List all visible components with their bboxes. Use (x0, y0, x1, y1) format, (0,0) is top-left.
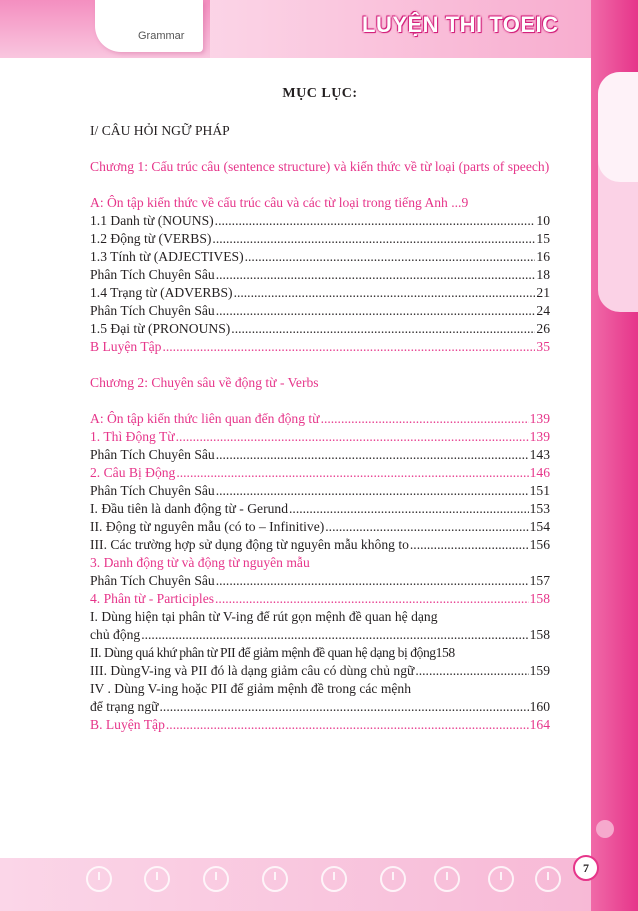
toc-entry[interactable]: 4. Phân từ - Participles ..... 158 (90, 590, 550, 608)
toc-entry-label: 1.5 Đại từ (PRONOUNS) (90, 321, 231, 336)
toc-entry-label: III. Các trường hợp sử dụng động từ nguyên mẫu không to (90, 537, 409, 552)
toc-entry-label: Phân Tích Chuyên Sâu (90, 267, 215, 282)
grammar-tab (95, 0, 203, 52)
toc-entry[interactable]: III. DùngV-ing và PII đó là dạng giảm câu có dùng chủ ngữ ..... 159 (90, 662, 550, 680)
toc-entry-page: 154 (529, 519, 550, 534)
part-heading: I/ CÂU HỎI NGỮ PHÁP (90, 123, 230, 138)
alarm-clock-icon (203, 866, 229, 892)
toc-entry-page: 18 (536, 267, 550, 282)
toc-entry-page: 139 (529, 411, 550, 426)
page-number: 7 (573, 855, 599, 881)
toc-entry[interactable]: II. Dùng quá khứ phân từ PII để giảm mệnh đề quan hệ dạng bị động 158 (90, 645, 455, 660)
toc-entry-label: Phân Tích Chuyên Sâu (90, 303, 215, 318)
alarm-clock-icon (380, 866, 406, 892)
toc-entry[interactable] (90, 482, 550, 500)
toc-entry-label: 1.2 Động từ (VERBS) (90, 231, 212, 246)
toc-entry-label: 2. Câu Bị Động (90, 465, 176, 480)
toc-entry-heading: 3. Danh động từ và động từ nguyên mẫu (90, 555, 310, 570)
toc-entry-label: B Luyện Tập (90, 339, 162, 354)
brand-title: LUYỆN THI TOEIC (362, 12, 559, 37)
toc-entry-page: 15 (536, 231, 550, 246)
right-strip-tab (598, 72, 638, 182)
toc-entry-page: 10 (536, 213, 550, 228)
toc-entry-page: 26 (536, 321, 550, 336)
alarm-clock-icon (434, 866, 460, 892)
chapter-2-heading: Chương 2: Chuyên sâu về động từ - Verbs (90, 375, 319, 390)
toc-entry[interactable] (90, 320, 550, 338)
toc-entry[interactable] (90, 500, 550, 518)
chapter-2-entries (90, 410, 550, 554)
toc-entry-label: 1.1 Danh từ (NOUNS) (90, 213, 214, 228)
toc-entry-label: 1.4 Trạng từ (ADVERBS) (90, 285, 233, 300)
toc-entry[interactable] (90, 338, 550, 356)
toc-entry-label: A: Ôn tập kiến thức về cấu trúc câu và các từ loại trong tiếng Anh ... (90, 195, 462, 210)
toc-entry[interactable]: để trạng ngữ ..... 160 (90, 698, 550, 716)
toc-entry-label: Phân Tích Chuyên Sâu (90, 483, 215, 498)
toc-entry[interactable] (90, 284, 550, 302)
toc-entry[interactable] (90, 518, 550, 536)
toc-entry-page: 156 (529, 537, 550, 552)
toc-entry[interactable]: B. Luyện Tập ..... 164 (90, 716, 550, 734)
alarm-clock-icon (86, 866, 112, 892)
toc-entry-page: 151 (529, 483, 550, 498)
table-of-contents (90, 86, 550, 734)
toc-entry[interactable]: Phân Tích Chuyên Sâu ..... 157 (90, 572, 550, 590)
toc-entry-label: I. Đầu tiên là danh động từ - Gerund (90, 501, 289, 516)
toc-entry[interactable] (90, 410, 550, 428)
toc-entry-label: 1. Thì Động Từ (90, 429, 175, 444)
toc-entry-page: 153 (529, 501, 550, 516)
chapter-1-entries (90, 194, 550, 356)
person-icon (596, 820, 614, 838)
toc-entry[interactable]: chủ động ..... 158 (90, 626, 550, 644)
toc-entry-page: 9 (461, 195, 469, 210)
toc-entry[interactable] (90, 194, 550, 212)
toc-entry[interactable] (90, 302, 550, 320)
toc-entry[interactable] (90, 446, 550, 464)
toc-entry[interactable] (90, 212, 550, 230)
alarm-clock-icon (535, 866, 561, 892)
chapter-1-heading: Chương 1: Cấu trúc câu (sentence structure) và kiến thức về từ loại (parts of speech) (90, 159, 550, 174)
toc-entry-line: I. Dùng hiện tại phân từ V-ing để rút gọn mệnh đề quan hệ dạng (90, 609, 438, 624)
toc-entry-page: 139 (529, 429, 550, 444)
toc-entry[interactable] (90, 464, 550, 482)
alarm-clock-icon (262, 866, 288, 892)
toc-entry-line: IV . Dùng V-ing hoặc PII để giảm mệnh đề trong các mệnh (90, 681, 412, 696)
alarm-clock-icon (144, 866, 170, 892)
toc-entry-page: 16 (536, 249, 550, 264)
toc-entry-page: 21 (536, 285, 550, 300)
toc-entry[interactable] (90, 248, 550, 266)
toc-entry[interactable] (90, 428, 550, 446)
alarm-clock-icon (488, 866, 514, 892)
toc-entry[interactable] (90, 266, 550, 284)
toc-title: MỤC LỤC: (282, 86, 358, 101)
toc-entry[interactable] (90, 536, 550, 554)
toc-entry[interactable] (90, 230, 550, 248)
toc-entry-page: 35 (536, 339, 550, 354)
alarm-clock-icon (321, 866, 347, 892)
toc-entry-label: Phân Tích Chuyên Sâu (90, 447, 215, 462)
toc-entry-page: 143 (529, 447, 550, 462)
toc-entry-page: 146 (529, 465, 550, 480)
toc-entry-label: A: Ôn tập kiến thức liên quan đến động từ (90, 411, 320, 426)
toc-entry-page: 24 (536, 303, 550, 318)
grammar-tab-label: Grammar (138, 30, 185, 42)
toc-entry-label: 1.3 Tính từ (ADJECTIVES) (90, 249, 244, 264)
toc-entry-label: II. Động từ nguyên mẫu (có to – Infinitive) (90, 519, 325, 534)
